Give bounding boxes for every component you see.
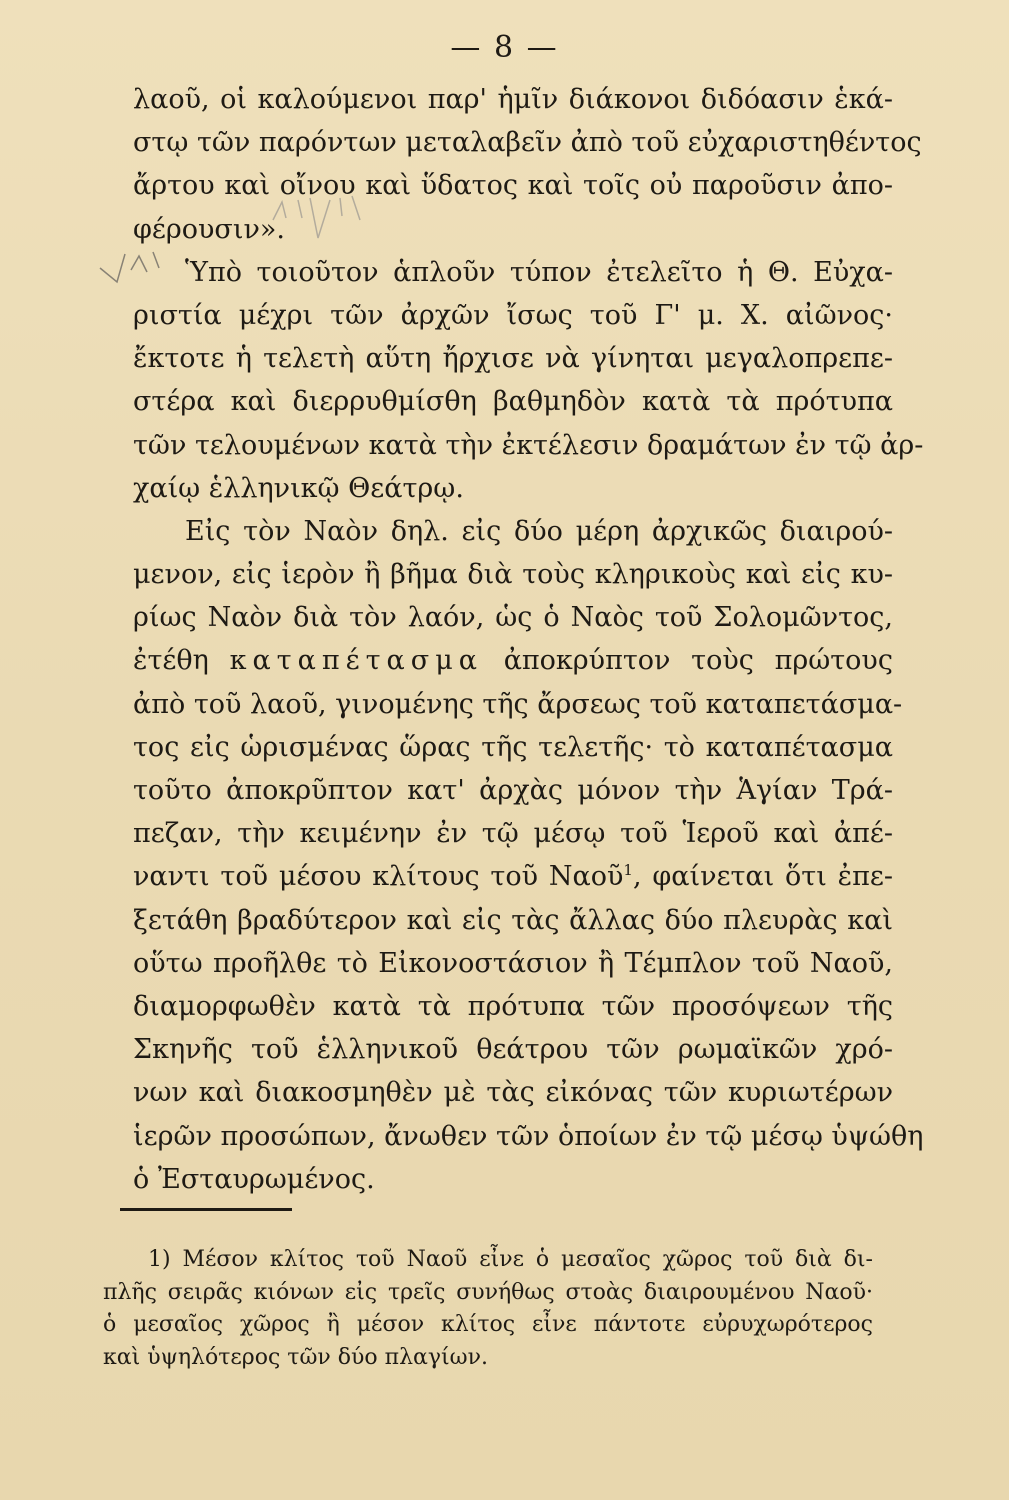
text-line: χαίῳ ἑλληνικῷ Θεάτρῳ. bbox=[133, 472, 464, 504]
text-line: λαοῦ, οἱ καλούμενοι παρ' ἡμῖν διάκονοι διδόασιν ἑκά- bbox=[133, 84, 893, 115]
text-line: ἀπὸ τοῦ λαοῦ, γινομένης τῆς ἄρσεως τοῦ καταπετάσμα- bbox=[133, 688, 903, 720]
text-line: νων καὶ διακοσμηθὲν μὲ τὰς εἰκόνας τῶν κυριωτέρων bbox=[133, 1077, 893, 1109]
footnote bbox=[103, 1244, 873, 1374]
footnote-line: καὶ ὑψηλότερος τῶν δύο πλαγίων. bbox=[103, 1344, 488, 1370]
text-line: πεζαν, τὴν κειμένην ἐν τῷ μέσῳ τοῦ Ἱεροῦ καὶ ἀπέ- bbox=[133, 818, 893, 850]
text-line: στῳ τῶν παρόντων μεταλαβεῖν ἀπὸ τοῦ εὐχαριστηθέντος bbox=[133, 127, 922, 159]
main-text bbox=[133, 78, 924, 1201]
text-line bbox=[133, 855, 893, 898]
text-line: Εἰς τὸν Ναὸν δηλ. εἰς δύο μέρη ἀρχικῶς διαιρού- bbox=[185, 515, 893, 547]
text-line: στέρα καὶ διερρυθμίσθη βαθμηδὸν κατὰ τὰ πρότυπα bbox=[133, 386, 893, 418]
page-number: — 8 — bbox=[450, 30, 559, 65]
footnote-line: πλῆς σειρᾶς κιόνων εἰς τρεῖς συνήθως στοὰς διαιρουμένου Ναοῦ· bbox=[103, 1279, 873, 1305]
text-line: ρίως Ναὸν διὰ τὸν λαόν, ὡς ὁ Ναὸς τοῦ Σολομῶντος, bbox=[133, 602, 893, 634]
text-line: τῶν τελουμένων κατὰ τὴν ἐκτέλεσιν δραμάτων ἐν τῷ ἀρ- bbox=[133, 429, 924, 461]
text-line: μενον, εἰς ἱερὸν ἢ βῆμα διὰ τοὺς κληρικοὺς καὶ εἰς κυ- bbox=[133, 559, 893, 591]
footnote-divider bbox=[120, 1208, 292, 1211]
text-fragment: ναντι τοῦ μέσου κλίτους τοῦ Ναοῦ bbox=[133, 861, 624, 893]
text-line: διαμορφωθὲν κατὰ τὰ πρότυπα τῶν προσόψεων τῆς bbox=[133, 990, 893, 1022]
text-line: Ὑπὸ τοιοῦτον ἁπλοῦν τύπον ἐτελεῖτο ἡ Θ. Εὐχα- bbox=[185, 256, 893, 288]
text-line: ξετάθη βραδύτερον καὶ εἰς τὰς ἄλλας δύο πλευρὰς καὶ bbox=[133, 904, 893, 936]
text-line: ἱερῶν προσώπων, ἄνωθεν τῶν ὁποίων ἐν τῷ μέσῳ ὑψώθη bbox=[133, 1120, 924, 1152]
text-fragment: ἐτέθη bbox=[133, 645, 209, 677]
text-line: ὁ Ἐσταυρωμένος. bbox=[133, 1163, 375, 1195]
text-line: φέρουσιν». bbox=[133, 213, 285, 245]
text-line: τοῦτο ἀποκρῦπτον κατ' ἀρχὰς μόνον τὴν Ἁγίαν Τρά- bbox=[133, 775, 893, 806]
text-line: ἄρτου καὶ οἴνου καὶ ὕδατος καὶ τοῖς οὐ παροῦσιν ἀπο- bbox=[133, 170, 893, 202]
text-fragment: ἀποκρύπτον τοὺς πρώτους bbox=[503, 645, 893, 677]
text-line: τος εἰς ὡρισμένας ὥρας τῆς τελετῆς· τὸ καταπέτασμα bbox=[133, 731, 893, 763]
text-line: ριστία μέχρι τῶν ἀρχῶν ἴσως τοῦ Γ' μ. Χ. αἰῶνος· bbox=[133, 299, 893, 331]
footnote-ref: 1 bbox=[623, 861, 633, 880]
spaced-term: καταπέτασμα bbox=[229, 645, 483, 677]
footnote-line: ὁ μεσαῖος χῶρος ἢ μέσον κλίτος εἶνε πάντοτε εὐρυχωρότερος bbox=[103, 1312, 873, 1337]
text-fragment: , φαίνεται ὅτι ἐπε- bbox=[632, 861, 893, 893]
text-line: Σκηνῆς τοῦ ἑλληνικοῦ θεάτρου τῶν ρωμαϊκῶν χρό- bbox=[133, 1034, 893, 1066]
text-line bbox=[133, 639, 893, 682]
footnote-line: 1) Μέσον κλίτος τοῦ Ναοῦ εἶνε ὁ μεσαῖος χῶρος τοῦ διὰ δι- bbox=[148, 1247, 873, 1272]
text-line: ἔκτοτε ἡ τελετὴ αὕτη ἤρχισε νὰ γίνηται μεγαλοπρεπε- bbox=[133, 343, 893, 375]
text-line: οὕτω προῆλθε τὸ Εἰκονοστάσιον ἢ Τέμπλον τοῦ Ναοῦ, bbox=[133, 947, 893, 979]
